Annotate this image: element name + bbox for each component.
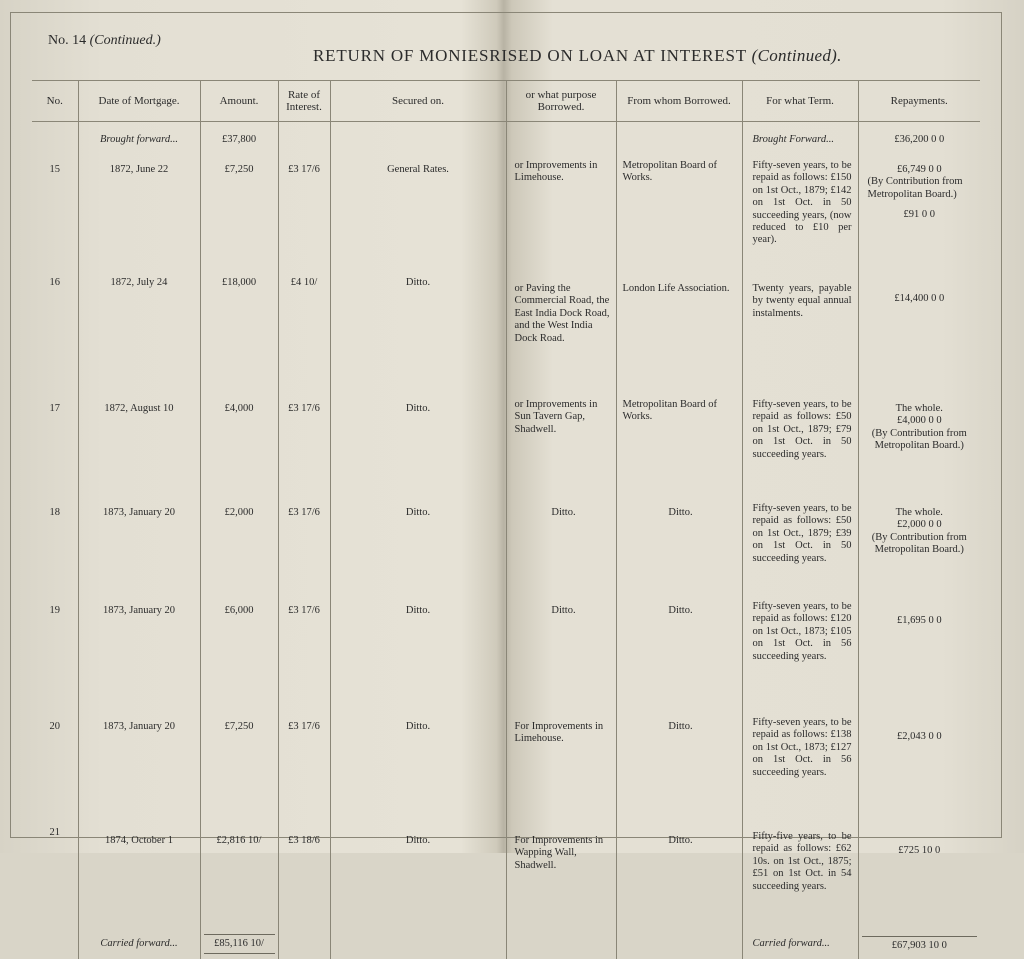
interest-rate: £4 10/ (278, 261, 330, 387)
loan-term: Fifty-seven years, to be repaid as follows: £138 on 1st Oct., 1873; £127 on 1st Oct. in 56 succeeding years. (742, 705, 858, 819)
loan-purpose: For Improvements in Wapping Wall, Shadwell. (506, 819, 616, 929)
title-right: RISED ON LOAN AT INTEREST (489, 46, 747, 65)
empty-cell (32, 929, 78, 959)
repayment-amount: The whole. (895, 507, 943, 518)
table-row (32, 261, 980, 387)
loan-amount: £2,816 10/ (200, 819, 278, 929)
interest-rate: £3 17/6 (278, 589, 330, 705)
loan-term: Twenty years, payable by twenty equal annual instalments. (742, 261, 858, 387)
loan-purpose: or Improvements in Sun Tavern Gap, Shadwell. (506, 387, 616, 491)
col-header-whom: From whom Borrowed. (616, 81, 742, 122)
repayment-amount: The whole. (895, 403, 943, 414)
title-left: RETURN OF MONIES (313, 46, 490, 65)
repayment-extra: (By Contribution from Metropolitan Board.) (871, 531, 967, 556)
table-number-label: No. 14 (48, 33, 87, 48)
col-header-term: For what Term. (742, 81, 858, 122)
repayments-cell (858, 387, 980, 491)
repayment-amount: £2,043 0 0 (896, 731, 942, 742)
lender: Ditto. (616, 589, 742, 705)
carried-forward-term-label: Carried forward... (742, 929, 858, 959)
loan-amount: £7,250 (200, 705, 278, 819)
lender: Metropolitan Board of Works. (616, 148, 742, 261)
table-row (32, 491, 980, 589)
loan-return-table (32, 80, 980, 959)
table-row (32, 819, 980, 929)
empty-cell (32, 122, 78, 149)
interest-rate: £3 17/6 (278, 148, 330, 261)
repayments-cell (858, 589, 980, 705)
repayments-cell (858, 819, 980, 929)
repayment-note: £2,000 0 0 (896, 519, 942, 531)
lender: Metropolitan Board of Works. (616, 387, 742, 491)
lender: Ditto. (616, 819, 742, 929)
table-header-row (32, 81, 980, 122)
loan-purpose: Ditto. (506, 589, 616, 705)
lender: London Life Association. (616, 261, 742, 387)
loan-amount: £2,000 (200, 491, 278, 589)
col-header-repayments: Repayments. (858, 81, 980, 122)
empty-cell (616, 122, 742, 149)
row-number: 21 (49, 827, 60, 838)
table-row (32, 705, 980, 819)
table-number (48, 33, 161, 49)
brought-forward-term-label: Brought Forward... (742, 122, 858, 149)
repayment-note: (By Contribution from Metropolitan Board.) (867, 176, 963, 200)
interest-rate: £3 17/6 (278, 705, 330, 819)
secured-on: Ditto. (330, 819, 506, 929)
loan-term: Fifty-seven years, to be repaid as follows: £120 on 1st Oct., 1873; £105 on 1st Oct. in 56 succeeding years. (742, 589, 858, 705)
mortgage-date: 1873, January 20 (78, 589, 200, 705)
repayment-note: £4,000 0 0 (896, 415, 942, 427)
lender: Ditto. (616, 491, 742, 589)
loan-purpose: or Improvements in Limehouse. (506, 148, 616, 261)
lender: Ditto. (616, 705, 742, 819)
secured-on: Ditto. (330, 589, 506, 705)
secured-on: Ditto. (330, 491, 506, 589)
mortgage-date: 1872, June 22 (78, 148, 200, 261)
table-row (32, 148, 980, 261)
carried-forward-repayments: £67,903 10 0 (862, 936, 978, 952)
repayment-amount: £725 10 0 (898, 845, 941, 856)
brought-forward-row (32, 122, 980, 149)
col-header-date: Date of Mortgage. (78, 81, 200, 122)
loan-term: Fifty-five years, to be repaid as follows: £62 10s. on 1st Oct., 1875; £51 on 1st Oct. in 54 succeeding years. (742, 819, 858, 929)
interest-rate: £3 17/6 (278, 387, 330, 491)
repayment-amount: £6,749 0 0 (896, 164, 942, 175)
table-row (32, 387, 980, 491)
loan-term: Fifty-seven years, to be repaid as follows: £50 on 1st Oct., 1879; £39 on 1st Oct. in 50 succeeding years. (742, 491, 858, 589)
mortgage-date: 1874, October 1 (78, 819, 200, 929)
empty-cell (278, 122, 330, 149)
brought-forward-repayments: £36,200 0 0 (858, 122, 980, 149)
carried-forward-amount: £85,116 10/ (204, 934, 275, 954)
empty-cell (330, 929, 506, 959)
secured-on: Ditto. (330, 705, 506, 819)
loan-amount: £18,000 (200, 261, 278, 387)
loan-amount: £4,000 (200, 387, 278, 491)
mortgage-date: 1873, January 20 (78, 491, 200, 589)
repayment-amount: £1,695 0 0 (896, 615, 942, 626)
brought-forward-label: Brought forward... (78, 122, 200, 149)
loan-term: Fifty-seven years, to be repaid as follows: £50 on 1st Oct., 1879; £79 on 1st Oct. in 50 succeeding years. (742, 387, 858, 491)
table-row (32, 589, 980, 705)
brought-forward-amount: £37,800 (200, 122, 278, 149)
col-header-no: No. (32, 81, 78, 122)
repayments-cell (858, 705, 980, 819)
carried-forward-row (32, 929, 980, 959)
empty-cell (330, 122, 506, 149)
secured-on: Ditto. (330, 261, 506, 387)
carried-forward-label: Carried forward... (78, 929, 200, 959)
row-number: 20 (49, 721, 60, 732)
repayments-cell (858, 148, 980, 261)
loan-purpose: or Paving the Commercial Road, the East India Dock Road, and the West India Dock Road. (506, 261, 616, 387)
col-header-purpose: or what purpose Borrowed. (506, 81, 616, 122)
secured-on: General Rates. (330, 148, 506, 261)
col-header-secured: Secured on. (330, 81, 506, 122)
row-number: 15 (49, 164, 60, 175)
repayment-amount: £14,400 0 0 (894, 293, 945, 304)
loan-purpose: For Improvements in Limehouse. (506, 705, 616, 819)
mortgage-date: 1873, January 20 (78, 705, 200, 819)
repayments-cell (858, 491, 980, 589)
empty-cell (506, 122, 616, 149)
secured-on: Ditto. (330, 387, 506, 491)
empty-cell (616, 929, 742, 959)
row-number: 16 (49, 277, 60, 288)
row-number: 19 (49, 605, 60, 616)
repayments-cell (858, 261, 980, 387)
interest-rate: £3 17/6 (278, 491, 330, 589)
loan-term: Fifty-seven years, to be repaid as follows: £150 on 1st Oct., 1879; £142 on 1st Oct. in 50 succeeding years, (now reduced to £10 per year). (742, 148, 858, 261)
col-header-rate: Rate of Interest. (278, 81, 330, 122)
carried-forward-amount-cell (200, 929, 278, 959)
repayment-extra: £91 0 0 (903, 209, 935, 221)
mortgage-date: 1872, August 10 (78, 387, 200, 491)
loan-amount: £6,000 (200, 589, 278, 705)
row-number: 17 (49, 403, 60, 414)
interest-rate: £3 18/6 (278, 819, 330, 929)
carried-forward-repayments-cell (858, 929, 980, 959)
repayment-extra: (By Contribution from Metropolitan Board.) (871, 427, 967, 452)
empty-cell (506, 929, 616, 959)
loan-amount: £7,250 (200, 148, 278, 261)
col-header-amount: Amount. (200, 81, 278, 122)
row-number: 18 (49, 507, 60, 518)
table-continued-label: (Continued.) (89, 33, 161, 48)
empty-cell (278, 929, 330, 959)
loan-purpose: Ditto. (506, 491, 616, 589)
title-continued: (Continued). (751, 46, 842, 65)
page-title (313, 46, 842, 66)
mortgage-date: 1872, July 24 (78, 261, 200, 387)
